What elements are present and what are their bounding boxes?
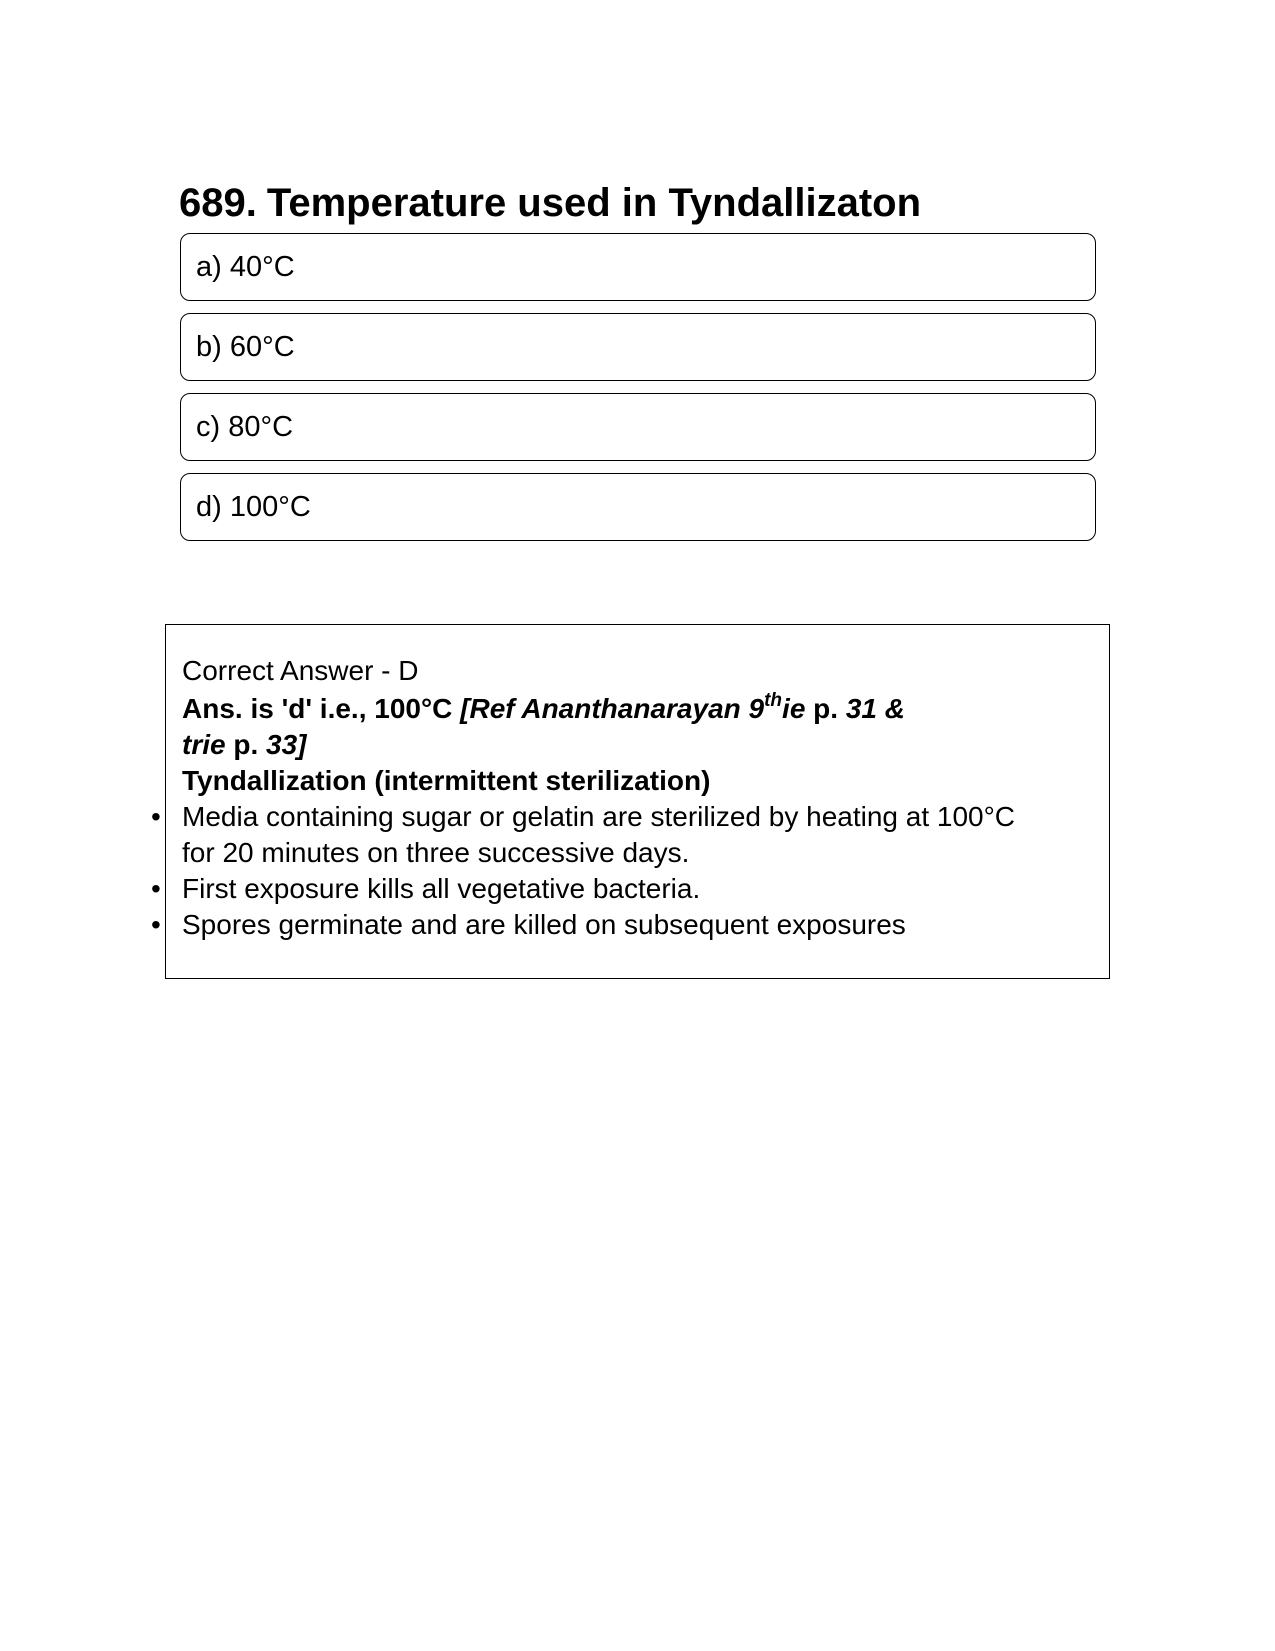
bullet-icon: •	[151, 873, 161, 904]
reference-ie: ie	[782, 693, 806, 724]
reference-book: [Ref Ananthanarayan 9	[460, 693, 765, 724]
bullet-text-line: Spores germinate and are killed on subsequent exposures	[182, 909, 906, 940]
bullet-text-line: Media containing sugar or gelatin are sterilized by heating at 100°C	[182, 801, 1016, 832]
question-text: Temperature used in Tyndallizaton	[266, 181, 922, 225]
reference-page-label-2: p.	[225, 729, 267, 760]
answer-explanation	[151, 653, 1102, 943]
bullet-text-line: for 20 minutes on three successive days.	[182, 837, 690, 868]
list-item	[151, 907, 1102, 943]
option-c[interactable]: c) 80°C	[180, 393, 1096, 461]
question-number: 689.	[179, 181, 257, 225]
answer-reference-line-2	[182, 727, 1102, 763]
list-item	[151, 799, 1102, 871]
correct-answer-line: Correct Answer - D	[182, 655, 419, 686]
option-b[interactable]: b) 60°C	[180, 313, 1096, 381]
explanation-bullet-list	[151, 799, 1102, 943]
option-d[interactable]: d) 100°C	[180, 473, 1096, 541]
list-item	[151, 871, 1102, 907]
bullet-icon: •	[151, 909, 161, 940]
answer-prefix: Ans. is 'd' i.e., 100°C	[182, 693, 461, 724]
reference-pages-2: 33]	[266, 729, 307, 760]
option-a[interactable]: a) 40°C	[180, 233, 1096, 301]
reference-pages-1: 31 &	[845, 693, 906, 724]
reference-edition-suffix: th	[764, 689, 783, 711]
reference-trie: trie	[182, 729, 226, 760]
question-title	[179, 178, 921, 228]
bullet-text-line: First exposure kills all vegetative bacteria.	[182, 873, 701, 904]
answer-reference-line-1	[182, 691, 1102, 727]
bullet-icon: •	[151, 801, 161, 832]
explanation-heading: Tyndallization (intermittent sterilization)	[182, 765, 711, 796]
reference-page-label-1: p.	[805, 693, 846, 724]
